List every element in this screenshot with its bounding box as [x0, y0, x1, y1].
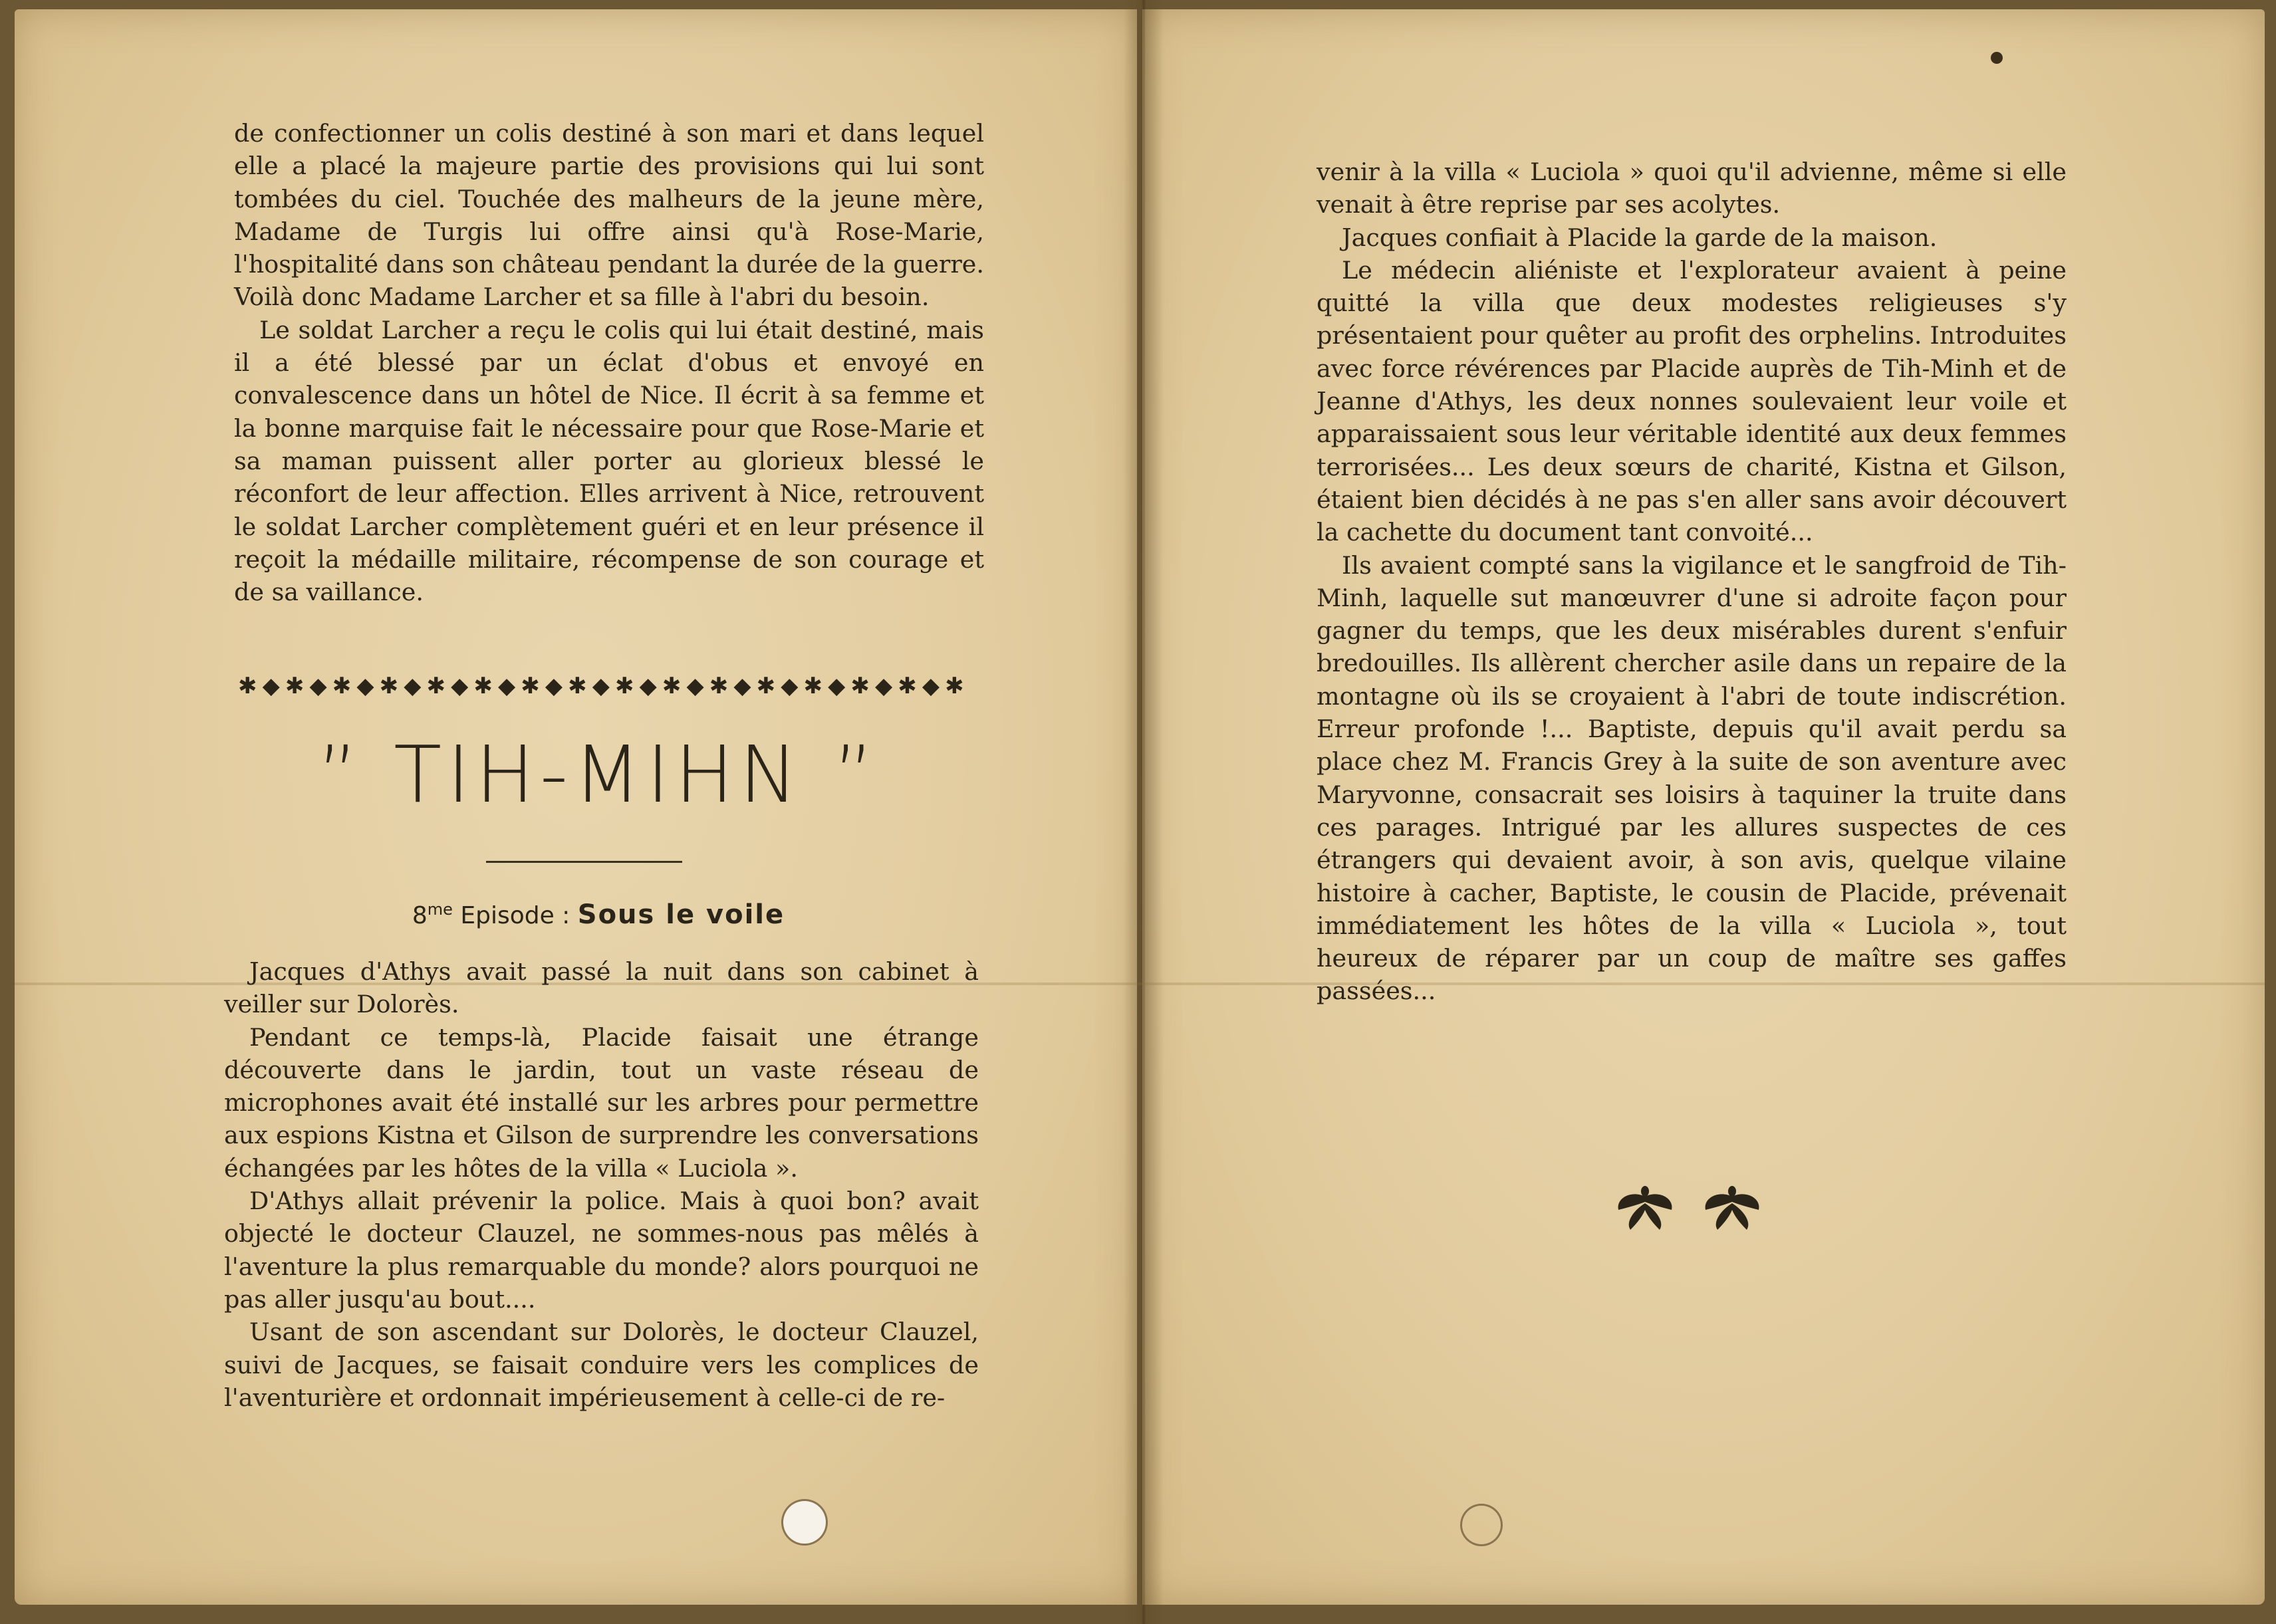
diamond-ornament-icon: ◆: [828, 673, 846, 699]
left-bottom-column: [224, 955, 979, 1414]
diamond-ornament-icon: ◆: [451, 673, 469, 699]
right-paragraph-2: Jacques confiait à Placide la garde de la maison.: [1342, 223, 1938, 252]
paper-speck: [1991, 52, 2003, 64]
diamond-ornament-icon: ◆: [733, 673, 751, 699]
star-ornament-icon: ✱: [709, 673, 729, 699]
star-ornament-icon: ✱: [898, 673, 917, 699]
left-top-column: [234, 117, 984, 608]
diamond-ornament-icon: ◆: [874, 673, 893, 699]
diamond-ornament-icon: ◆: [497, 673, 516, 699]
episode-heading: [266, 889, 931, 929]
diamond-ornament-icon: ◆: [309, 673, 327, 699]
diamond-ornament-icon: ◆: [922, 673, 940, 699]
left-paragraph-6: Usant de son ascendant sur Dolorès, le docteur Clauzel, suivi de Jacques, se faisait conduire vers les complices de l'aventurière et ordonnait impérieusement à celle-ci de re-: [224, 1318, 979, 1412]
left-paragraph-1: de confectionner un colis destiné à son mari et dans lequel elle a placé la majeure partie des provisions qui lui sont tombées du ciel. Touchée des malheurs de la jeune mère, Madame de Turgis lui offre ainsi qu'à Rose-Marie, l'hospitalité dans son château pendant la durée de la guerre. Voilà donc Madame Larcher et sa fille à l'abri du besoin.: [234, 119, 984, 312]
flourish-icon: [1612, 1183, 1678, 1234]
diamond-ornament-icon: ◆: [781, 673, 799, 699]
episode-number-suffix: me: [427, 900, 453, 919]
right-paragraph-1: venir à la villa « Luciola » quoi qu'il advienne, même si elle venait à être reprise par ses acolytes.: [1317, 158, 2067, 219]
episode-label: Episode :: [460, 902, 570, 929]
left-paragraph-5: D'Athys allait prévenir la police. Mais à quoi bon? avait objecté le docteur Clauzel, ne sommes-nous pas mêlés à l'aventure la plus remarquable du monde? alors pourquoi ne pas aller jusqu'au bout....: [224, 1187, 979, 1314]
star-ornament-icon: ✱: [426, 673, 445, 699]
right-column: [1317, 156, 2067, 1008]
left-paragraph-4: Pendant ce temps-là, Placide faisait une étrange découverte dans le jardin, tout un vaste réseau de microphones avait été installé sur les arbres pour permettre aux espions Kistna et Gilson de surprendre les conversations échangées par les hôtes de la villa « Luciola ».: [224, 1022, 979, 1183]
title-rule: [486, 861, 682, 863]
episode-number: 8: [412, 902, 428, 929]
star-ornament-icon: ✱: [332, 673, 352, 699]
diamond-ornament-icon: ◆: [639, 673, 657, 699]
episode-series-title: ” TIH-MIHN ”: [317, 729, 880, 820]
star-ornament-icon: ✱: [803, 673, 822, 699]
page-gutter: [1124, 0, 1164, 1624]
diamond-ornament-icon: ◆: [686, 673, 704, 699]
star-ornament-icon: ✱: [945, 673, 964, 699]
right-paragraph-4: Ils avaient compté sans la vigilance et le sangfroid de Tih-Minh, laquelle sut manœuvrer d'une si adroite façon pour gagner du temps, que les deux misérables durent s'enfuir bredouilles. Ils allèrent chercher asile dans un repaire de la montagne où ils se croyaient à l'abri de toute indiscrétion. Erreur profonde !... Baptiste, depuis qu'il avait perdu sa place chez M. Francis Grey à la suite de son aventure avec Maryvonne, consacrait ses loisirs à taquiner la truite dans ces parages. Intrigué par les allures suspectes de ces étrangers qui devaient avoir, à son avis, quelque vilaine histoire à cacher, Baptiste, le cousin de Placide, prévenait immédiatement les hôtes de la villa « Luciola », tout heureux de réparer par un coup de maître ses gaffes passées...: [1317, 550, 2067, 1006]
flourish-icon: [1699, 1183, 1765, 1234]
star-ornament-icon: ✱: [238, 673, 257, 699]
star-ornament-icon: ✱: [379, 673, 399, 699]
star-ornament-icon: ✱: [285, 673, 305, 699]
binding-hole: [783, 1501, 826, 1544]
star-ornament-icon: ✱: [568, 673, 587, 699]
star-ornament-icon: ✱: [850, 673, 870, 699]
diamond-ornament-icon: ◆: [545, 673, 563, 699]
star-ornament-icon: ✱: [615, 673, 634, 699]
ornament-divider: [238, 671, 964, 701]
star-ornament-icon: ✱: [521, 673, 540, 699]
left-paragraph-2: Le soldat Larcher a reçu le colis qui lui était destiné, mais il a été blessé par un éclat d'obus et envoyé en convalescence dans un hôtel de Nice. Il écrit à sa femme et la bonne marquise fait le nécessaire pour que Rose-Marie et sa maman puissent aller porter au glorieux blessé le réconfort de leur affection. Elles arrivent à Nice, retrouvent le soldat Larcher complètement guéri et en leur présence il reçoit la médaille militaire, récompense de son courage et de sa vaillance.: [234, 315, 984, 607]
diamond-ornament-icon: ◆: [356, 673, 374, 699]
diamond-ornament-icon: ◆: [404, 673, 422, 699]
star-ornament-icon: ✱: [662, 673, 682, 699]
episode-subtitle: Sous le voile: [577, 899, 785, 930]
left-paragraph-3: Jacques d'Athys avait passé la nuit dans son cabinet à veiller sur Dolorès.: [224, 957, 979, 1019]
diamond-ornament-icon: ◆: [592, 673, 610, 699]
star-ornament-icon: ✱: [756, 673, 776, 699]
binding-hole: [1460, 1504, 1503, 1546]
star-ornament-icon: ✱: [473, 673, 493, 699]
right-paragraph-3: Le médecin aliéniste et l'explorateur avaient à peine quitté la villa que deux modestes religieuses s'y présentaient pour quêter au profit des orphelins. Introduites avec force révérences par Placide auprès de Tih-Minh et de Jeanne d'Athys, les deux nonnes soulevaient leur voile et apparaissaient sous leur véritable identité aux deux femmes terrorisées... Les deux sœurs de charité, Kistna et Gilson, étaient bien décidés à ne pas s'en aller sans avoir découvert la cachette du document tant convoité...: [1317, 255, 2067, 547]
diamond-ornament-icon: ◆: [262, 673, 280, 699]
